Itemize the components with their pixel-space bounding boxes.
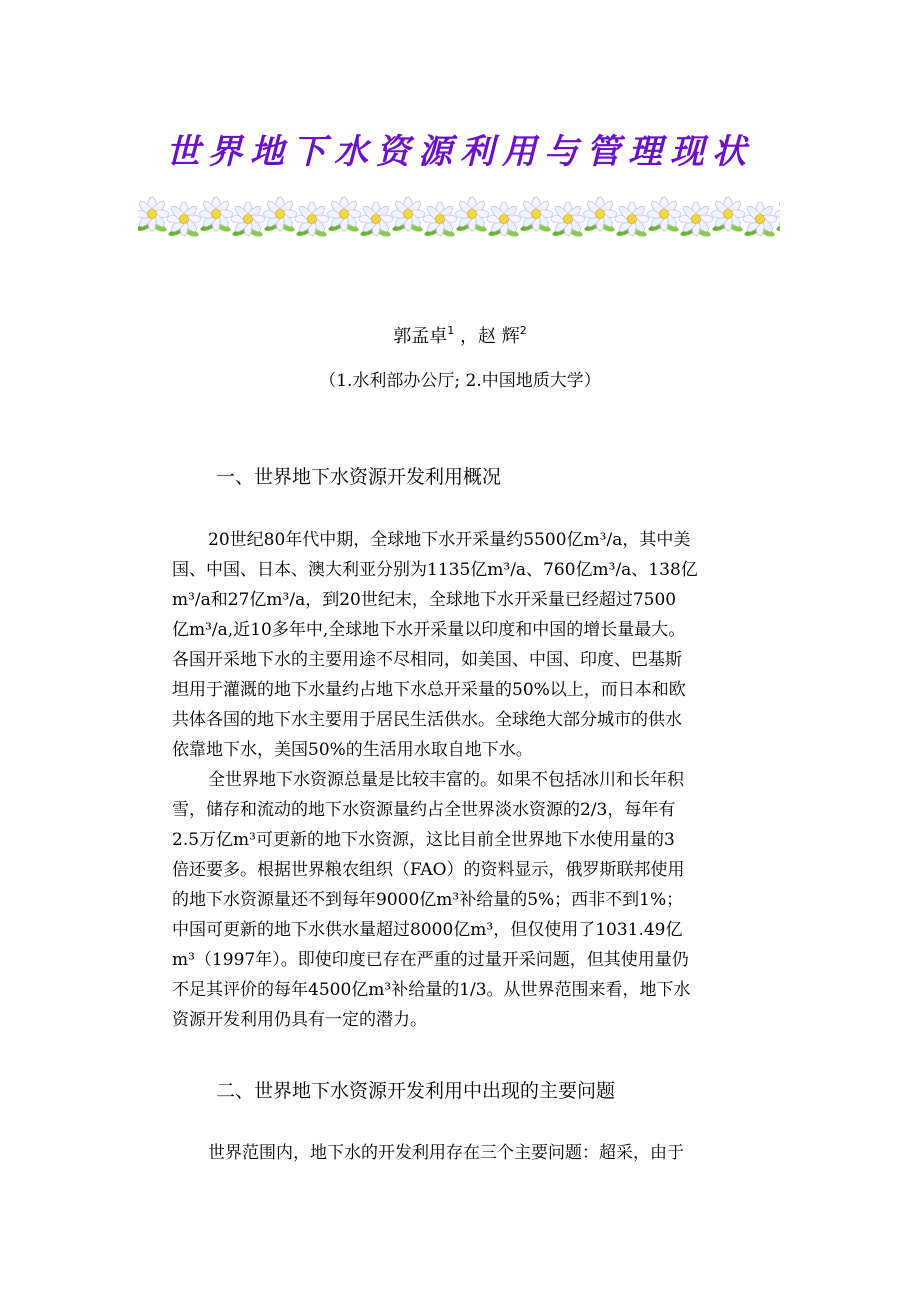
- text-line: 坦用于灌溉的地下水量约占地下水总开采量的50%以上，而日本和欧: [172, 680, 686, 700]
- flower-icon: [615, 202, 649, 238]
- flower-icon: [327, 197, 361, 233]
- flower-icon: [455, 197, 489, 233]
- text-line: 的地下水资源量还不到每年9000亿m³补给量的5%；西非不到1%；: [172, 890, 684, 910]
- text-line: 20世纪80年代中期，全球地下水开采量约5500亿m³/a，其中美: [208, 530, 691, 550]
- flower-icon: [679, 202, 713, 238]
- section-heading: 二、世界地下水资源开发利用中出现的主要问题: [216, 1080, 616, 1102]
- author-superscript: 1: [447, 324, 455, 337]
- flower-icon: [551, 202, 585, 238]
- text-line: m³（1997年）。即使印度已存在严重的过量开采问题，但其使用量仍: [172, 950, 689, 970]
- flower-icon: [167, 202, 201, 238]
- flower-icon: [583, 197, 617, 233]
- text-line: 各国开采地下水的主要用途不尽相同，如美国、中国、印度、巴基斯: [172, 650, 682, 670]
- flower-icon: [775, 197, 780, 233]
- affiliation: （1.水利部办公厅; 2.中国地质大学）: [319, 371, 601, 391]
- flower-icon: [359, 202, 393, 238]
- text-line: 世界范围内，地下水的开发利用存在三个主要问题：超采，由于: [208, 1143, 684, 1163]
- author-name: 郭孟卓: [393, 326, 448, 347]
- text-line: 中国可更新的地下水供水量超过8000亿m³，但仅使用了1031.49亿: [172, 920, 683, 940]
- author-name: 赵 辉: [478, 326, 520, 347]
- text-line: 倍还要多。根据世界粮农组织（FAO）的资料显示，俄罗斯联邦使用: [172, 860, 685, 880]
- document-title: 世界地下水资源利用与管理现状: [166, 132, 754, 172]
- author-superscript: 2: [519, 324, 527, 337]
- flower-icon: [519, 197, 553, 233]
- flower-icon: [295, 202, 329, 238]
- flower-icon: [743, 202, 777, 238]
- text-line: 不足其评价的每年4500亿m³补给量的1/3。从世界范围来看，地下水: [172, 980, 691, 1000]
- flower-icon: [263, 197, 297, 233]
- flower-icon: [199, 197, 233, 233]
- section-body: [172, 1138, 748, 1168]
- author-separator: ，: [454, 326, 478, 347]
- text-line: 依靠地下水，美国50%的生活用水取自地下水。: [172, 740, 533, 760]
- flower-icon: [711, 197, 745, 233]
- flower-icon: [138, 197, 169, 233]
- text-line: 资源开发利用仍具有一定的潜力。: [172, 1010, 427, 1030]
- text-line: 2.5万亿m³可更新的地下水资源，这比目前全世界地下水使用量的3: [172, 830, 675, 850]
- text-line: 亿m³/a,近10多年中,全球地下水开采量以印度和中国的增长量最大。: [172, 620, 686, 640]
- text-line: 雪，储存和流动的地下水资源量约占全世界淡水资源的2/3，每年有: [172, 800, 676, 820]
- flower-icon: [423, 202, 457, 238]
- author-line: [0, 316, 920, 352]
- text-line: m³/a和27亿m³/a，到20世纪末，全球地下水开采量已经超过7500: [172, 590, 677, 610]
- flower-icon: [391, 197, 425, 233]
- text-line: 国、中国、日本、澳大利亚分别为1135亿m³/a、760亿m³/a、138亿: [172, 560, 698, 580]
- flower-banner: [138, 192, 780, 242]
- text-line: 共体各国的地下水主要用于居民生活供水。全球绝大部分城市的供水: [172, 710, 682, 730]
- section-body: [172, 525, 748, 1035]
- text-line: 全世界地下水资源总量是比较丰富的。如果不包括冰川和长年积: [208, 770, 684, 790]
- flower-icon: [647, 197, 681, 233]
- flower-icon: [231, 202, 265, 238]
- section-heading: 一、世界地下水资源开发利用概况: [216, 466, 502, 488]
- flower-icon: [487, 202, 521, 238]
